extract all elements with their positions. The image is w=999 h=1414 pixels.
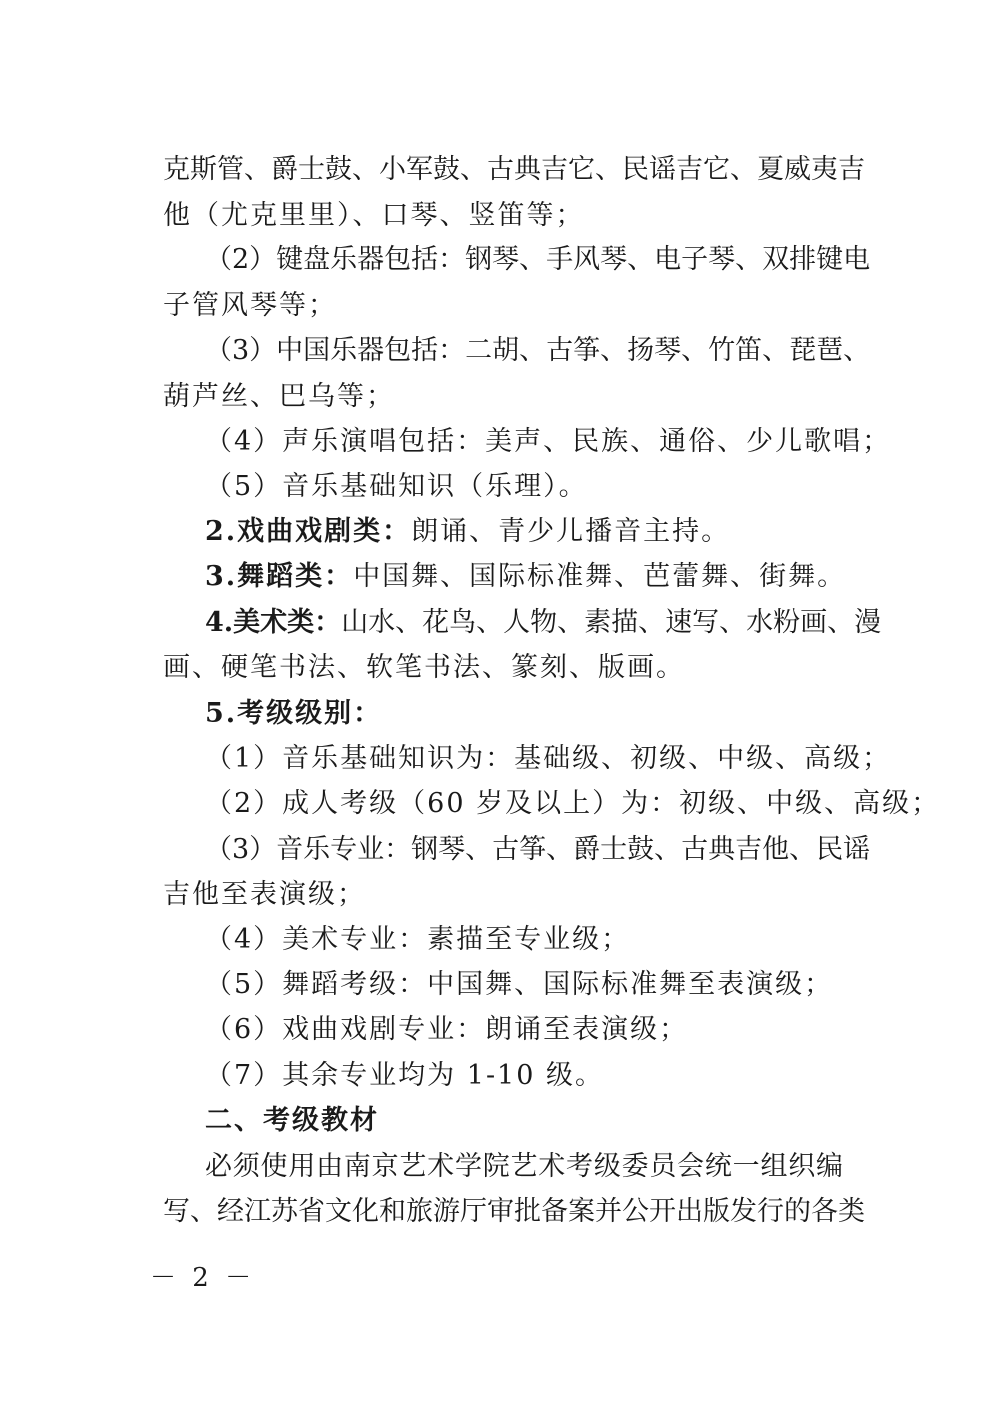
section-heading-line: 2.戏曲戏剧类：朗诵、青少儿播音主持。	[205, 516, 731, 547]
section-heading: 二、考级教材	[205, 1105, 379, 1136]
text-line: 他（尤克里里）、口琴、竖笛等；	[163, 200, 585, 231]
text-line: 吉他至表演级；	[163, 879, 366, 910]
text-line: （5）音乐基础知识（乐理）。	[205, 471, 588, 502]
text-line: （3）音乐专业：钢琴、古筝、爵士鼓、古典吉他、民谣	[205, 834, 871, 865]
text-line: 写、经江苏省文化和旅游厅审批备案并公开出版发行的各类	[163, 1196, 865, 1227]
text-line: （7）其余专业均为 1-10 级。	[205, 1060, 605, 1091]
text-line: 子管风琴等；	[163, 290, 337, 321]
section-heading: 4.美术类：	[205, 607, 342, 638]
text-line: 克斯管、爵士鼓、小军鼓、古典吉它、民谣吉它、夏威夷吉	[163, 154, 865, 185]
text-line: （3）中国乐器包括：二胡、古筝、扬琴、竹笛、琵琶、	[205, 335, 871, 366]
text-line: （1）音乐基础知识为：基础级、初级、中级、高级；	[205, 743, 892, 774]
section-heading-line	[205, 1104, 885, 1138]
section-heading-line: 4.美术类：山水、花鸟、人物、素描、速写、水粉画、漫	[205, 607, 882, 638]
page-number: － 2 －	[150, 1263, 256, 1293]
section-heading: 3.舞蹈类：	[205, 561, 354, 592]
section-heading: 5.考级级别：	[205, 698, 383, 729]
text-line: 葫芦丝、巴乌等；	[163, 381, 395, 412]
section-heading: 2.戏曲戏剧类：	[205, 516, 412, 547]
text-line: （2）成人考级（60 岁及以上）为：初级、中级、高级；	[205, 788, 941, 819]
text-line: （4）美术专业：素描至专业级；	[205, 924, 631, 955]
text-line: （2）键盘乐器包括：钢琴、手风琴、电子琴、双排键电	[205, 244, 871, 275]
text-line: （6）戏曲戏剧专业：朗诵至表演级；	[205, 1014, 689, 1045]
section-heading-line	[205, 697, 885, 731]
section-heading-line: 3.舞蹈类：中国舞、国际标准舞、芭蕾舞、街舞。	[205, 561, 847, 592]
text-line: 必须使用由南京艺术学院艺术考级委员会统一组织编	[205, 1151, 843, 1182]
text-line: 画、硬笔书法、软笔书法、篆刻、版画。	[163, 652, 685, 683]
text-line: （4）声乐演唱包括：美声、民族、通俗、少儿歌唱；	[205, 426, 892, 457]
text-line: （5）舞蹈考级：中国舞、国际标准舞至表演级；	[205, 969, 834, 1000]
